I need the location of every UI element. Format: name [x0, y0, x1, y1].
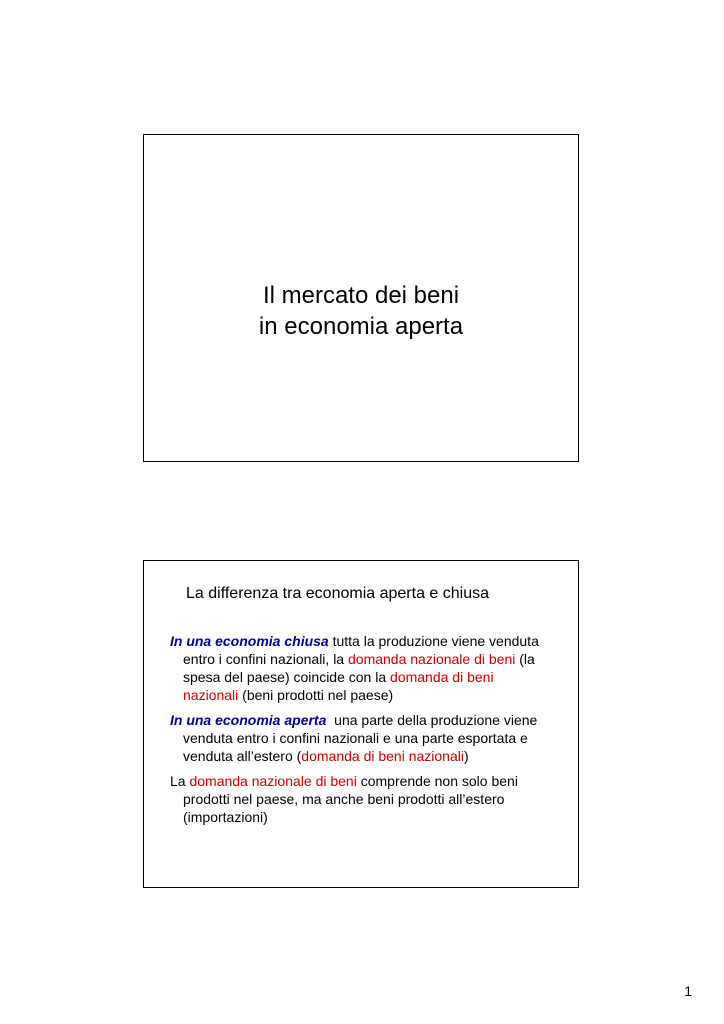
- text-run: (beni prodotti nel paese): [238, 687, 394, 703]
- highlight-term: domanda nazionale di beni: [189, 773, 357, 789]
- text-run: venduta entro i confini nazionali e una parte esportata e: [183, 730, 528, 746]
- text-run: La: [170, 773, 190, 789]
- text-run: (importazioni): [183, 809, 268, 825]
- text-run: venduta all’estero (: [183, 748, 302, 764]
- paragraph-national-demand: [170, 772, 570, 826]
- text-run: comprende non solo beni: [356, 773, 518, 789]
- slide-2: [143, 560, 579, 888]
- text-run: prodotti nel paese, ma anche beni prodotti all’estero: [183, 791, 505, 807]
- highlight-term: domanda nazionale di beni: [348, 651, 516, 667]
- text-run: ): [463, 748, 469, 764]
- paragraph-line: [170, 711, 570, 729]
- text-run: (la: [515, 651, 535, 667]
- paragraph-line: [170, 808, 570, 826]
- paragraph-line: [170, 650, 570, 668]
- slide-1-title: [144, 280, 578, 342]
- text-run: una parte della produzione viene: [326, 712, 538, 728]
- open-economy-term: In una economia aperta: [170, 712, 327, 728]
- paragraph-line: [170, 772, 570, 790]
- paragraph-line: [170, 747, 570, 765]
- paragraph-open-economy: [170, 711, 570, 765]
- closed-economy-term: In una economia chiusa: [170, 633, 329, 649]
- highlight-term: nazionali: [183, 687, 239, 703]
- text-run: spesa del paese) coincide con la: [183, 669, 391, 685]
- paragraph-line: [170, 790, 570, 808]
- highlight-term: domanda di beni: [390, 669, 494, 685]
- highlight-term: domanda di beni nazionali: [301, 748, 464, 764]
- slide-1-title-line-1: Il mercato dei beni: [262, 282, 460, 309]
- paragraph-line: [170, 668, 570, 686]
- paragraph-line: [170, 729, 570, 747]
- paragraph-line: [170, 686, 570, 704]
- slide-1-title-line-2: in economia aperta: [258, 313, 464, 340]
- slide-1: [143, 134, 579, 462]
- paragraph-closed-economy: [170, 632, 570, 704]
- slide-2-title: La differenza tra economia aperta e chiusa: [186, 585, 490, 602]
- text-run: entro i confini nazionali, la: [183, 651, 348, 667]
- page-number: 1: [684, 983, 692, 999]
- paragraph-line: [170, 632, 570, 650]
- text-run: tutta la produzione viene venduta: [328, 633, 539, 649]
